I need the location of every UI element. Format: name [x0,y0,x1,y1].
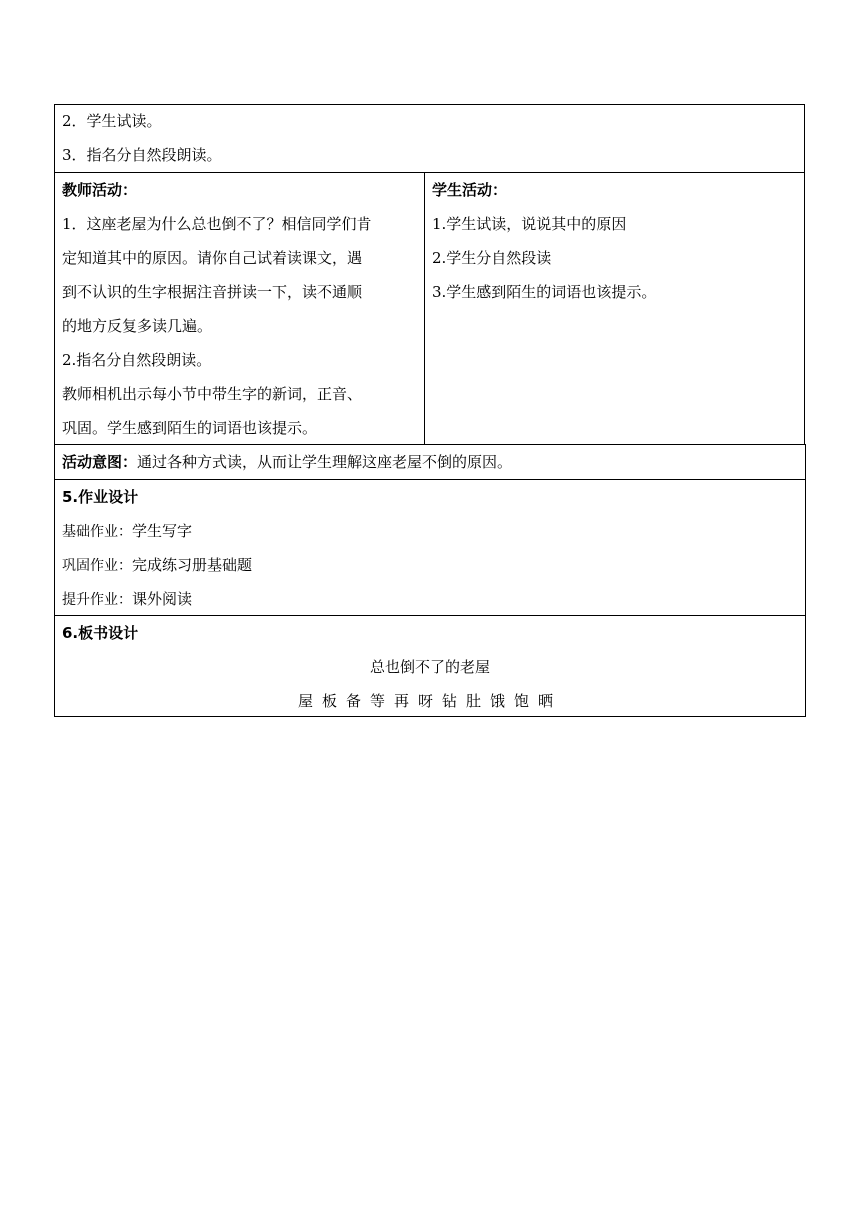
teacher-line-1: 1．这座老屋为什么总也倒不了？相信同学们肯 [62,215,372,233]
homework-consolidate-text: 完成练习册基础题 [132,556,253,574]
homework-advanced-label: 提升作业： [62,592,132,608]
teacher-activity-heading: 教师活动： [62,181,138,199]
student-line-1: 1.学生试读，说说其中的原因 [432,215,627,233]
teacher-line-3: 到不认识的生字根据注音拼读一下，读不通顺 [62,283,363,301]
board-design-heading: 6.板书设计 [62,624,139,642]
homework-basic-text: 学生写字 [132,522,193,540]
teacher-line-2: 定知道其中的原因。请你自己试着读课文，遇 [62,249,363,267]
student-line-2: 2.学生分自然段读 [432,249,552,267]
homework-item-basic [62,514,192,549]
procedure-row-2: 2．学生试读。 [62,112,162,130]
teacher-line-7: 巩固。学生感到陌生的词语也该提示。 [62,419,318,437]
homework-basic-label: 基础作业： [62,524,132,540]
procedure-row-3: 3．指名分自然段朗读。 [62,146,222,164]
teacher-line-5: 2.指名分自然段朗读。 [62,351,212,369]
board-title: 总也倒不了的老屋 [369,658,490,676]
homework-consolidate-label: 巩固作业： [62,558,132,574]
board-characters: 屋板备等再呀钻肚饿饱晒 [297,692,562,710]
activity-intent-row [62,445,512,479]
homework-heading: 5.作业设计 [62,488,139,506]
activity-intent-text: 通过各种方式读，从而让学生理解这座老屋不倒的原因。 [137,453,513,471]
homework-item-advanced [62,582,192,617]
homework-item-consolidate [62,548,252,583]
teacher-line-6: 教师相机出示每小节中带生字的新词，正音、 [62,385,363,403]
student-line-3: 3.学生感到陌生的词语也该提示。 [432,283,657,301]
student-activity-heading: 学生活动： [432,181,508,199]
homework-advanced-text: 课外阅读 [132,590,193,608]
teacher-line-4: 的地方反复多读几遍。 [62,317,213,335]
activity-intent-label: 活动意图： [62,453,138,471]
